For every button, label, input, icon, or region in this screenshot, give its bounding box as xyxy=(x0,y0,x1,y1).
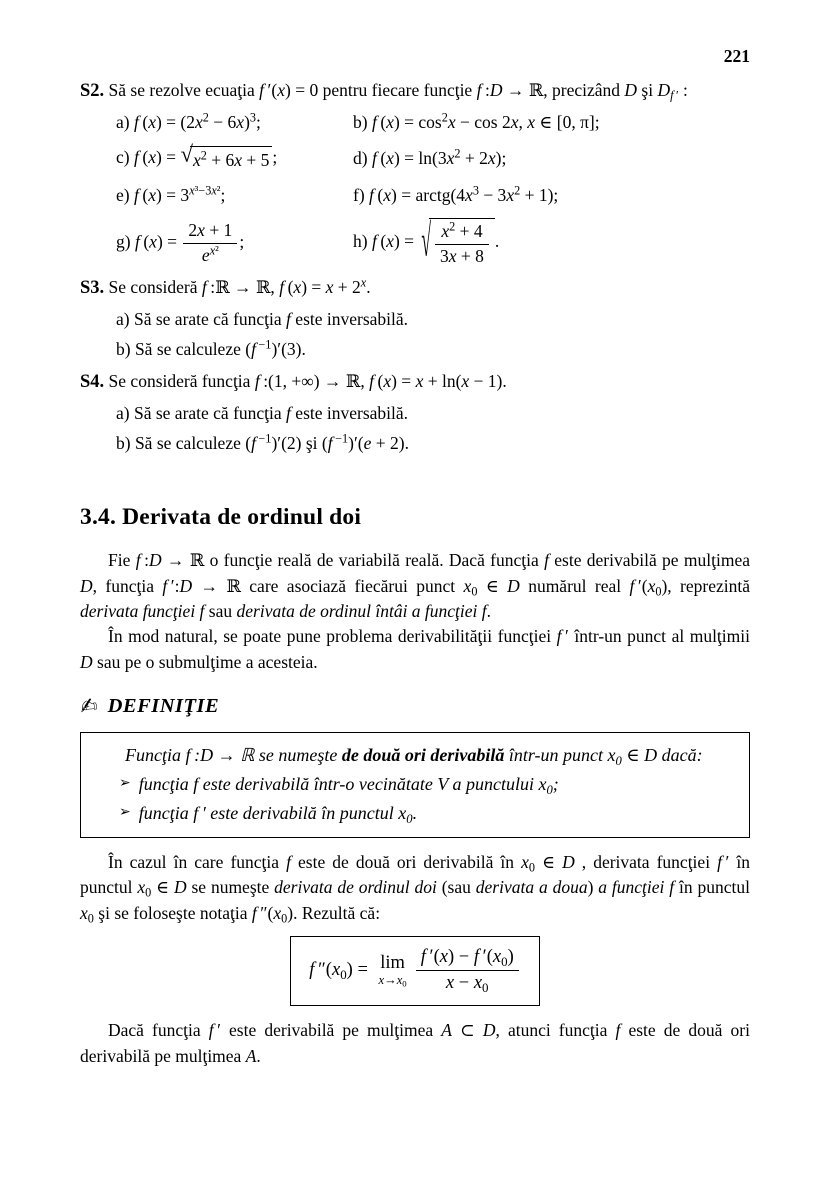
definition-condition-2 xyxy=(119,800,737,826)
definition-intro: Funcţia f :D → ℝ se numeşte de două ori derivabilă într-un punct $x_0$ ∈ D dacă: xyxy=(125,744,703,768)
exercise-s3-item-b: b) Să se calculeze (f $^{-1}$)′(3). xyxy=(116,337,306,360)
definition-condition-1 xyxy=(119,771,737,797)
exercise-s2-item-a: a) f $(x) = (2x^2 - 6x)^3$; xyxy=(116,110,261,132)
exercise-s2 xyxy=(80,78,750,269)
exercise-s2-item-g: g) f (x) = $\frac{2x + 1}{e^{x^2}}$ ; xyxy=(116,219,245,265)
exercise-s2-intro: S2. Să se rezolve ecuaţia f ′(x) = 0 pentru fiecare funcţie f :D → ℝ, precizând D şi $D_{f '}$ : xyxy=(80,80,688,103)
exercise-s3 xyxy=(80,275,750,363)
section-paragraph-3: În cazul în care funcţia f este de două ori derivabilă în $x_0$ ∈ D , derivata funcţiei f ′ în punctul $x_0$ ∈ D se numeşte derivata de ordinul doi (sau derivata a doua) a funcţiei f în punctul $x_0$ şi se foloseşte notaţia f $''(x_0)$. Rezultă că: xyxy=(80,851,750,926)
arrow-bullet-icon: ➢ xyxy=(119,774,131,791)
page-number: 221 xyxy=(723,46,750,66)
exercise-s3-item-a: a) Să se arate că funcţia f este inversabilă. xyxy=(116,308,409,329)
section-paragraph-4: Dacă funcţia f ′ este derivabilă pe mulţimea A ⊂ D, atunci funcţia f este de două ori derivabilă pe mulţimea A. xyxy=(80,1020,750,1066)
exercise-s2-item-h: h) f (x) = √ $\frac{x^2 + 4}{3x + 8}$ . xyxy=(353,213,500,267)
exercise-s3-intro: S3. Se consideră f :ℝ → ℝ, f $(x) = x + 2^x$. xyxy=(80,275,371,299)
exercise-s4-item-a: a) Să se arate că funcţia f este inversabilă. xyxy=(116,402,409,423)
section-title: 3.4. Derivata de ordinul doi xyxy=(80,504,362,531)
exercise-s2-item-c: c) f (x) = √ $x^2 + 6x + 5$ ; xyxy=(116,144,353,174)
exercise-s4-item-b: b) Să se calculeze (f $^{-1}$)′(2) şi (f $^{-1}$)′(e + 2). xyxy=(116,431,409,453)
formula-container xyxy=(80,936,750,1006)
definition-label: DEFINIŢIE xyxy=(107,694,220,717)
second-derivative-formula: f $''(x_0)$ = lim $x\to x_0$ $\frac{f '(x) - f '(x_0)}{x - x_0}$ xyxy=(290,936,540,1006)
exercise-s2-item-b: b) f $(x) = \cos^2x - \cos 2x$, x ∈ [0, π]; xyxy=(353,110,600,132)
section-paragraph-1: Fie f :D → ℝ o funcţie reală de variabilă reală. Dacă funcţia f este derivabilă pe mulţimea D, funcţia f ′:D → ℝ care asociază fiecărui punct $x_0$ ∈ D numărul real f $'(x_0)$, reprezintă derivata funcţiei f sau derivata de ordinul întâi a funcţiei f. xyxy=(80,550,751,622)
definition-heading xyxy=(80,691,750,721)
exercise-s2-item-e: e) f $(x) = 3^{x^3-3x^2}$; xyxy=(116,183,226,206)
writing-hand-icon: ✍ xyxy=(78,693,100,720)
exercise-s4-intro: S4. Se consideră funcţia f :(1, +∞) → ℝ, f (x) = x + ln(x − 1). xyxy=(80,370,507,392)
definition-condition-1-text: funcţia f este derivabilă într-o vecinătate V a punctului $x_0$; xyxy=(138,773,559,797)
arrow-bullet-icon: ➢ xyxy=(119,803,131,820)
exercise-s2-items xyxy=(116,109,750,269)
exercise-s4 xyxy=(80,369,750,457)
definition-box xyxy=(80,732,750,838)
section-paragraph-2: În mod natural, se poate pune problema derivabilităţii funcţiei f ′ într-un punct al mulţimii D sau pe o submulţime a acesteia. xyxy=(80,626,750,672)
exercise-s2-item-f: f) f $(x) = arctg(4x^3 - 3x^2 + 1)$; xyxy=(353,183,559,206)
exercise-s2-item-d: d) f $(x) = \ln(3x^2 + 2x)$; xyxy=(353,146,507,169)
definition-condition-2-text: funcţia f ′ este derivabilă în punctul $x_0$. xyxy=(138,802,418,826)
